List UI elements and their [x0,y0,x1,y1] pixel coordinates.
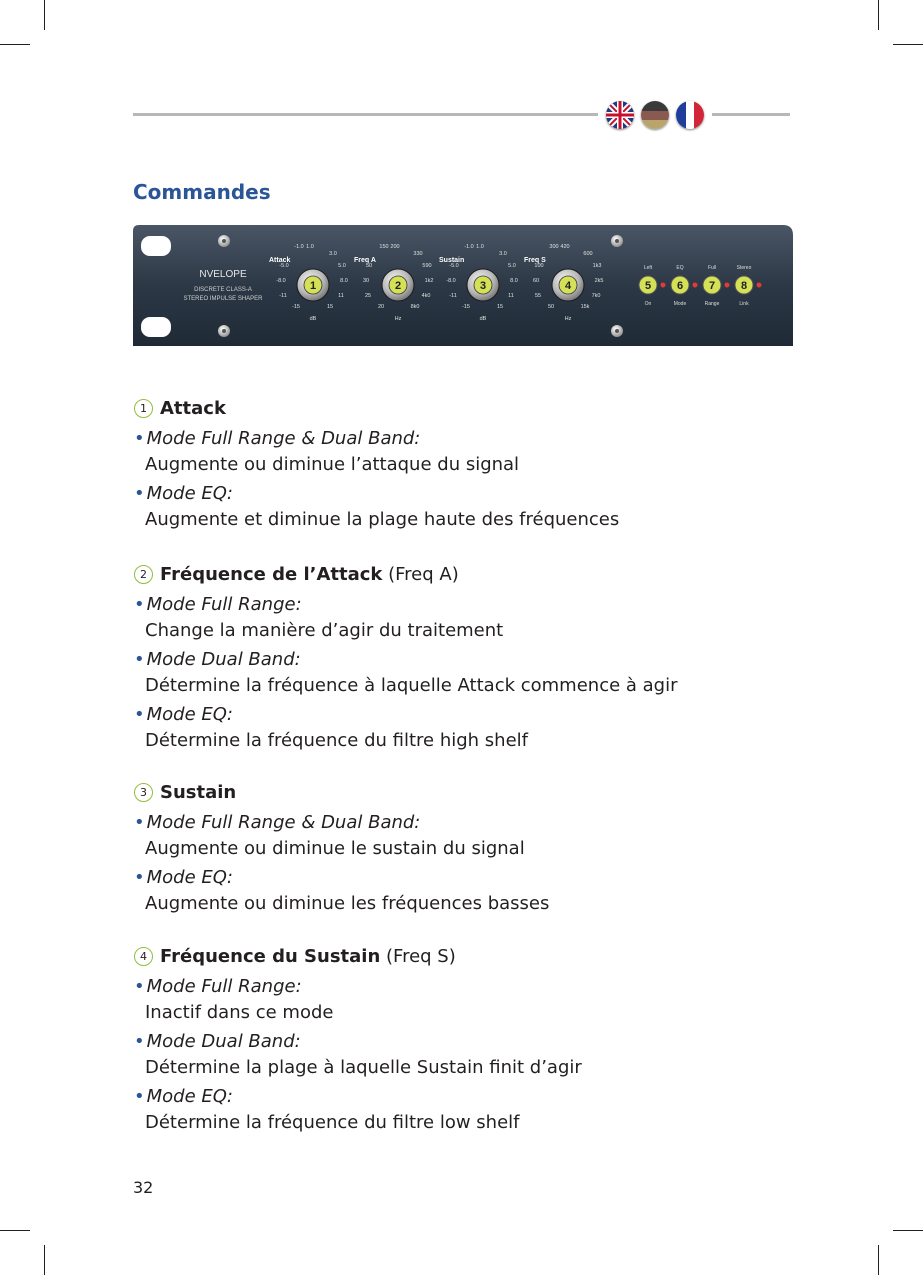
knob-scale-value: 420 [560,244,570,250]
led-icon [661,283,666,288]
mode-description: Détermine la fréquence du filtre high shelf [145,730,528,751]
mode-item [134,976,302,997]
section-title: Fréquence de l’Attack [160,564,383,585]
knob-scale-value: 25 [364,293,372,299]
knob-scale-value: 300 [549,244,559,250]
section-title-abbrev: (Freq A) [382,564,459,585]
led-icon [693,283,698,288]
page-number: 32 [133,1178,154,1197]
device-panel-illustration [133,225,793,346]
france-flag-icon[interactable] [676,101,704,129]
knob-scale-value: -5.0 [279,263,289,269]
mode-item [134,428,420,449]
switch-top-label: EQ [676,265,684,271]
mode-label: Mode EQ: [146,704,233,725]
knob-scale-value: 330 [413,251,423,257]
knob-label: Attack [269,257,291,264]
mode-item [134,867,233,888]
mode-description: Détermine la fréquence du filtre low shelf [145,1112,520,1133]
knob-scale-value: 7k0 [591,293,601,299]
knob-number: 1 [309,280,317,292]
germany-flag-icon[interactable] [641,101,669,129]
mode-item [134,1031,301,1052]
knob-scale-value: 60 [532,278,540,284]
knob-scale-value: 5.0 [508,263,516,269]
mode-item [134,594,302,615]
brand-subtitle: DISCRETE CLASS-A [194,287,252,293]
switch-number: 5 [644,280,652,292]
knob-scale-value: 1.0 [476,244,484,250]
section-number: 2 [134,565,153,584]
switch-bottom-label: Mode [673,301,687,307]
crop-mark [878,1245,879,1275]
knob-number: 3 [479,280,487,292]
mode-label: Mode Full Range: [146,594,302,615]
knob-scale-value: 11 [338,293,344,299]
bullet-icon: • [134,594,145,615]
crop-mark [893,44,923,45]
knob-scale-value: -11 [279,293,287,299]
section-number: 1 [134,399,153,418]
knob-unit: dB [309,316,317,322]
led-icon [725,283,730,288]
mode-item [134,1086,233,1107]
knob-scale-value: 20 [377,304,385,310]
knob-scale-value: -11 [449,293,457,299]
brand-name: NVELOPE [199,269,247,280]
mode-description: Augmente ou diminue les fréquences basses [145,893,550,914]
knob-scale-value: 1k3 [592,263,602,269]
mode-description: Détermine la fréquence à laquelle Attack commence à agir [145,675,678,696]
mode-label: Mode EQ: [146,1086,233,1107]
knob-scale-value: 50 [547,304,555,310]
mode-item [134,812,420,833]
knob-scale-value: -5.0 [449,263,459,269]
section-number: 4 [134,947,153,966]
mode-label: Mode Full Range & Dual Band: [146,812,421,833]
led-icon [757,283,762,288]
switch-top-label: Stereo [736,265,752,271]
knob-scale-value: -8.0 [276,278,286,284]
switch-top-label: Full [707,265,717,271]
bullet-icon: • [134,704,145,725]
knob-scale-value: -1.0 [464,244,474,250]
knob-scale-value: 2k5 [594,278,604,284]
bullet-icon: • [134,976,145,997]
knob-scale-value: 3.0 [499,251,507,257]
knob-scale-value: -1.0 [294,244,304,250]
knob-scale-value: -8.0 [446,278,456,284]
knob-scale-value: 8k0 [410,304,420,310]
page-title: Commandes [133,180,271,204]
brand-subtitle: STEREO IMPULSE SHAPER [183,296,263,302]
bullet-icon: • [134,1086,145,1107]
switch-bottom-label: Link [739,301,749,307]
switch-number: 8 [740,280,748,292]
knob-scale-value: 15 [326,304,334,310]
crop-mark [44,0,45,30]
knob-unit: Hz [564,316,572,322]
knob-scale-value: 15k [580,304,590,310]
knob-scale-value: -15 [292,304,300,310]
knob-number: 2 [394,280,402,292]
uk-flag-icon[interactable] [606,101,634,129]
header-rule [133,113,598,116]
crop-mark [0,1230,30,1231]
mode-description: Augmente ou diminue le sustain du signal [145,838,525,859]
switch-number: 6 [676,280,684,292]
switch-bottom-label: Range [704,301,720,307]
bullet-icon: • [134,812,145,833]
section-title: Fréquence du Sustain [160,946,381,967]
bullet-icon: • [134,1031,145,1052]
mode-description: Change la manière d’agir du traitement [145,620,504,641]
knob-scale-value: 8.0 [340,278,348,284]
section-heading [134,564,459,585]
section-heading [134,782,236,803]
knob-scale-value: 55 [534,293,542,299]
mode-label: Mode Full Range: [146,976,302,997]
knob-scale-value: 3.0 [329,251,337,257]
mode-label: Mode EQ: [146,483,233,504]
mode-label: Mode EQ: [146,867,233,888]
knob-scale-value: 200 [390,244,400,250]
mode-description: Augmente ou diminue l’attaque du signal [145,454,520,475]
switch-top-label: Left [643,265,653,271]
crop-mark [0,44,30,45]
knob-scale-value: 100 [534,263,544,269]
knob-scale-value: 30 [362,278,370,284]
bullet-icon: • [134,867,145,888]
mode-label: Mode Full Range & Dual Band: [146,428,421,449]
section-title: Attack [160,398,226,419]
bullet-icon: • [134,483,145,504]
knob-scale-value: 1.0 [306,244,314,250]
knob-unit: Hz [394,316,402,322]
knob-scale-value: 590 [422,263,432,269]
knob-scale-value: 15 [496,304,504,310]
knob-scale-value: 4k0 [421,293,431,299]
knob-unit: dB [479,316,487,322]
rack-ear-slot [141,236,171,256]
crop-mark [893,1230,923,1231]
mode-description: Détermine la plage à laquelle Sustain finit d’agir [145,1057,582,1078]
knob-scale-value: 1k2 [424,278,434,284]
header-rule [712,113,790,116]
knob-scale-value: 50 [365,263,373,269]
device-panel [133,225,793,346]
mode-item [134,704,233,725]
mode-item [134,483,233,504]
knob-scale-value: 5.0 [338,263,346,269]
knob-label: Freq A [354,257,376,264]
knob-scale-value: 11 [508,293,514,299]
knob-scale-value: 8.0 [510,278,518,284]
bullet-icon: • [134,428,145,449]
mode-label: Mode Dual Band: [146,1031,301,1052]
mode-label: Mode Dual Band: [146,649,301,670]
knob-label: Freq S [524,257,546,264]
rack-ear-slot [141,317,171,337]
section-heading [134,398,226,419]
section-heading [134,946,456,967]
knob-number: 4 [564,280,572,292]
switch-bottom-label: On [644,301,652,307]
mode-item [134,649,301,670]
knob-scale-value: 150 [379,244,389,250]
knob-scale-value: 600 [583,251,593,257]
knob-label: Sustain [439,257,465,264]
switch-number: 7 [708,280,716,292]
section-number: 3 [134,783,153,802]
mode-description: Augmente et diminue la plage haute des fréquences [145,509,620,530]
bullet-icon: • [134,649,145,670]
mode-description: Inactif dans ce mode [145,1002,334,1023]
knob-scale-value: -15 [462,304,470,310]
section-title-abbrev: (Freq S) [380,946,456,967]
crop-mark [878,0,879,30]
crop-mark [44,1245,45,1275]
section-title: Sustain [160,782,237,803]
